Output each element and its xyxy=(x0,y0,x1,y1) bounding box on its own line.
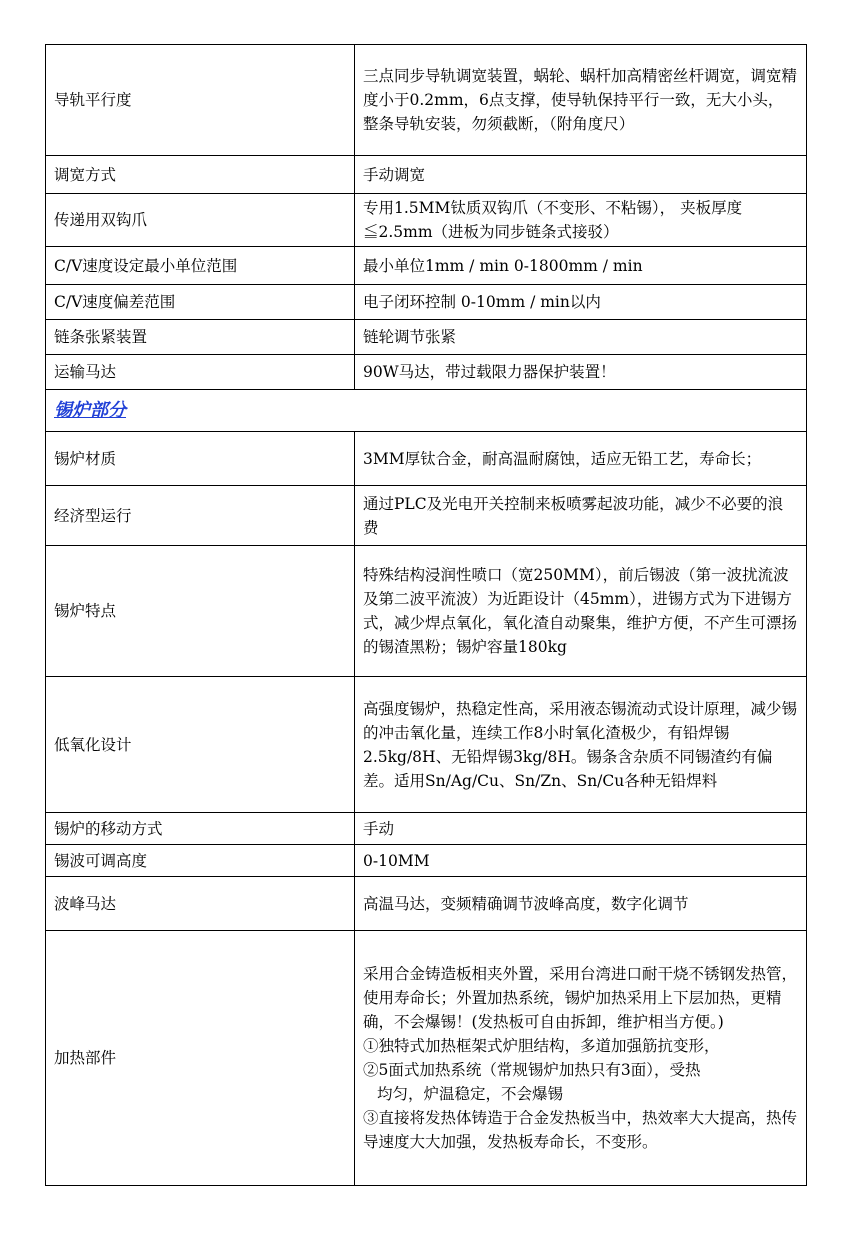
table-row xyxy=(46,546,807,677)
table-row xyxy=(46,194,807,247)
section-row xyxy=(46,390,807,432)
spec-key: 低氧化设计 xyxy=(46,677,355,813)
spec-value: 手动 xyxy=(355,813,807,845)
table-row xyxy=(46,486,807,546)
table-row xyxy=(46,320,807,355)
table-row xyxy=(46,845,807,877)
spec-value: 最小单位1mm / min 0-1800mm / min xyxy=(355,247,807,285)
spec-key: 波峰马达 xyxy=(46,877,355,931)
spec-key: 锡波可调高度 xyxy=(46,845,355,877)
heating-item-2-cont: 均匀，炉温稳定，不会爆锡 xyxy=(377,1085,564,1103)
heating-item-1: ①独特式加热框架式炉胆结构，多道加强筋抗变形， xyxy=(363,1037,720,1055)
spec-value: 链轮调节张紧 xyxy=(355,320,807,355)
spec-key: 经济型运行 xyxy=(46,486,355,546)
spec-page xyxy=(45,44,807,1186)
spec-key: 导轨平行度 xyxy=(46,45,355,156)
table-row xyxy=(46,813,807,845)
spec-key: 链条张紧装置 xyxy=(46,320,355,355)
spec-value: 通过PLC及光电开关控制来板喷雾起波功能，减少不必要的浪费 xyxy=(355,486,807,546)
spec-value: 高温马达，变频精确调节波峰高度，数字化调节 xyxy=(355,877,807,931)
spec-key: 锡炉材质 xyxy=(46,432,355,486)
table-row xyxy=(46,877,807,931)
spec-value: 手动调宽 xyxy=(355,156,807,194)
spec-key: C/V速度偏差范围 xyxy=(46,285,355,320)
spec-key: 调宽方式 xyxy=(46,156,355,194)
table-row xyxy=(46,432,807,486)
spec-key: 锡炉特点 xyxy=(46,546,355,677)
table-row xyxy=(46,677,807,813)
spec-value: 特殊结构浸润性喷口（宽250MM），前后锡波（第一波扰流波及第二波平流波）为近距设计（45mm），进锡方式为下进锡方式，减少焊点氧化，氧化渣自动聚集，维护方便，不产生可漂扬的锡渣黑粉；锡炉容量180kg xyxy=(355,546,807,677)
spec-value: 专用1.5MM钛质双钩爪（不变形、不粘锡）， 夹板厚度≦2.5mm（进板为同步链条式接驳） xyxy=(355,194,807,247)
spec-key: 锡炉的移动方式 xyxy=(46,813,355,845)
heating-value xyxy=(355,931,807,1186)
spec-value: 三点同步导轨调宽装置，蜗轮、蜗杆加高精密丝杆调宽，调宽精度小于0.2mm，6点支撑，使导轨保持平行一致，无大小头，整条导轨安装，勿须截断，（附角度尺） xyxy=(355,45,807,156)
table-row xyxy=(46,285,807,320)
spec-value: 0-10MM xyxy=(355,845,807,877)
table-row xyxy=(46,156,807,194)
spec-value: 90W马达，带过载限力器保护装置！ xyxy=(355,355,807,390)
table-row xyxy=(46,45,807,156)
spec-key: 运输马达 xyxy=(46,355,355,390)
spec-key: 加热部件 xyxy=(46,931,355,1186)
spec-value: 3MM厚钛合金，耐高温耐腐蚀，适应无铅工艺，寿命长； xyxy=(355,432,807,486)
heating-item-3: ③直接将发热体铸造于合金发热板当中，热效率大大提高，热传导速度大大加强，发热板寿命长，不变形。 xyxy=(363,1109,798,1151)
table-row xyxy=(46,355,807,390)
heating-intro: 采用合金铸造板相夹外置，采用台湾进口耐干烧不锈钢发热管，使用寿命长；外置加热系统，锡炉加热采用上下层加热，更精确，不会爆锡！(发热板可自由拆卸，维护相当方便。) xyxy=(363,965,798,1031)
spec-value: 高强度锡炉，热稳定性高，采用液态锡流动式设计原理，减少锡的冲击氧化量，连续工作8小时氧化渣极少，有铅焊锡2.5kg/8H、无铅焊锡3kg/8H。锡条含杂质不同锡渣约有偏差。适用Sn/Ag/Cu、Sn/Zn、Sn/Cu各种无铅焊料 xyxy=(355,677,807,813)
heating-item-2: ②5面式加热系统（常规锡炉加热只有3面），受热 xyxy=(363,1061,701,1079)
section-title: 锡炉部分 xyxy=(46,390,807,432)
table-row xyxy=(46,931,807,1186)
table-row xyxy=(46,247,807,285)
spec-value: 电子闭环控制 0-10mm / min以内 xyxy=(355,285,807,320)
spec-key: 传递用双钩爪 xyxy=(46,194,355,247)
spec-key: C/V速度设定最小单位范围 xyxy=(46,247,355,285)
spec-table xyxy=(45,44,807,1186)
